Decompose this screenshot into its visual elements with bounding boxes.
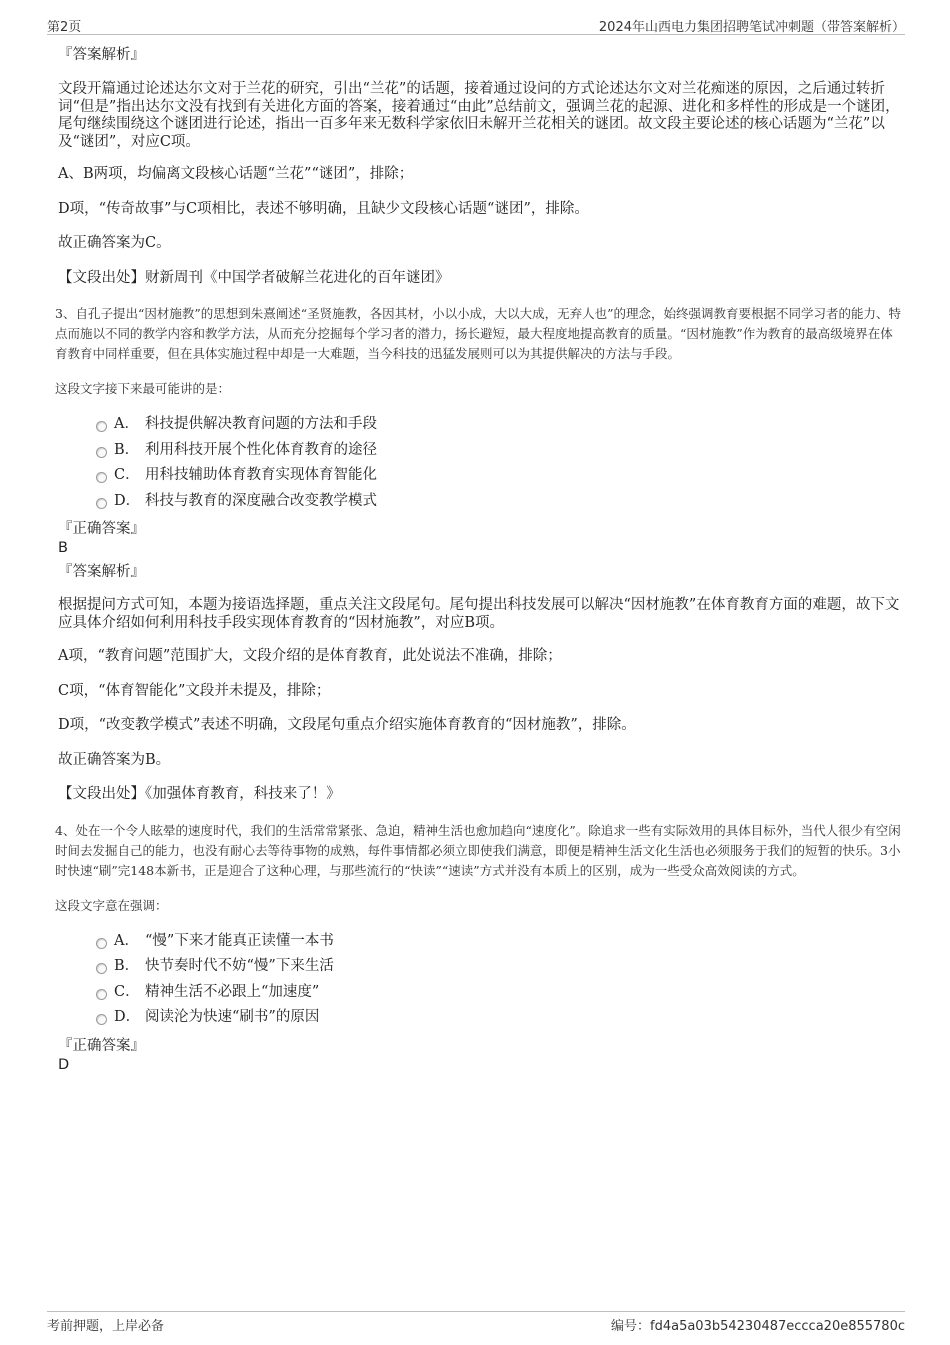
option-text: 精神生活不必跟上“加速度” [145, 983, 320, 1000]
option-text: 快节奏时代不妨“慢”下来生活 [145, 958, 334, 974]
q3-answer-value: B [58, 540, 68, 556]
q3-option-c[interactable] [96, 463, 905, 489]
option-letter: D． [114, 492, 141, 509]
option-letter: D． [114, 1009, 141, 1025]
page-header [47, 14, 905, 35]
q3-option-a[interactable] [96, 412, 905, 438]
option-text: “慢”下来才能真正读懂一本书 [145, 932, 334, 949]
option-text: 阅读沦为快速“刷书”的原因 [145, 1009, 320, 1025]
q3-note-d: D项，“改变教学模式”表述不明确，文段尾句重点介绍实施体育教育的“因材施教”，排除。 [58, 717, 636, 733]
option-letter: C． [114, 983, 140, 1000]
q4-question-text: 4、处在一个令人眩晕的速度时代，我们的生活常常紧张、急迫，精神生活也愈加趋向“速度化”。除追求一些有实际效用的具体目标外，当代人很少有空闲时间去发掘自己的能力，也没有耐心去等待事物的成熟，每件事情都必须立即使我们满意，即便是精神生活文化生活也必须服务于我们的短暂的快乐。3小时快速“刷”完148本新书，正是迎合了这种心理，与那些流行的“快读”“速读”方式并没有本质上的区别，成为一些受众高效阅读的方式。 [55, 822, 901, 878]
q4-answer-value: D [58, 1056, 70, 1073]
q2-analysis-text: 文段开篇通过论述达尔文对于兰花的研究，引出“兰花”的话题，接着通过设问的方式论述达尔文对兰花痴迷的原因，之后通过转折词“但是”指出达尔文没有找到有关进化方面的答案，接着通过“由此”总结前文，强调兰花的起源、进化和多样性的形成是一个谜团，尾句继续围绕这个谜团进行论述，指出一百多年来无数科学家依旧未解开兰花相关的谜团。故文段主要论述的核心话题为“兰花”以及“谜团”，对应C项。 [58, 81, 900, 150]
q3-conclusion: 故正确答案为B。 [58, 751, 171, 768]
q4-option-a[interactable] [96, 929, 905, 955]
option-text: 用科技辅助体育教育实现体育智能化 [145, 467, 377, 483]
q2-note-ab: A、B两项，均偏离文段核心话题“兰花”“谜团”，排除； [58, 166, 414, 182]
q3-note-a: A项，“教育问题”范围扩大，文段介绍的是体育教育，此处说法不准确，排除； [58, 648, 562, 664]
page-number: 第2页 [47, 20, 82, 35]
page-footer [47, 1311, 905, 1336]
document-title: 2024年山西电力集团招聘笔试冲刺题（带答案解析） [598, 20, 905, 35]
q4-options [96, 929, 905, 1031]
radio-icon[interactable] [96, 472, 107, 483]
q3-analysis-text: 根据提问方式可知，本题为接语选择题，重点关注文段尾句。尾句提出科技发展可以解决“因材施教”在体育教育方面的难题，故下文应具体介绍如何利用科技手段实现体育教育的“因材施教”，对应B项。 [58, 597, 900, 631]
q2-analysis-label: 『答案解析』 [58, 47, 145, 63]
radio-icon[interactable] [96, 421, 107, 432]
option-text: 科技与教育的深度融合改变教学模式 [145, 492, 377, 509]
q4-option-d[interactable] [96, 1005, 905, 1031]
option-text: 利用科技开展个性化体育教育的途径 [145, 441, 377, 458]
q3-source: 【文段出处】《加强体育教育，科技来了！》 [58, 786, 341, 802]
radio-icon[interactable] [96, 447, 107, 458]
q2-note-d: D项，“传奇故事”与C项相比，表述不够明确，且缺少文段核心话题“谜团”，排除。 [58, 200, 589, 217]
radio-icon[interactable] [96, 963, 107, 974]
q4-prompt: 这段文字意在强调： [55, 897, 168, 913]
option-letter: A． [114, 932, 139, 949]
q3-question-text: 3、自孔子提出“因材施教”的思想到朱熹阐述“圣贤施教，各因其材，小以小成，大以大成，无弃人也”的理念，始终强调教育要根据不同学习者的能力、特点而施以不同的教学内容和教学方法，从而充分挖掘每个学习者的潜力，扬长避短，最大程度地提高教育的质量。“因材施教”作为教育的最高级境界在体育教育中同样重要，但在具体实施过程中却是一大难题，当今科技的迅猛发展则可以为其提供解决的方法与手段。 [55, 306, 902, 361]
footer-slogan: 考前押题，上岸必备 [47, 1319, 165, 1334]
option-text: 科技提供解决教育问题的方法和手段 [145, 416, 377, 432]
q3-option-b[interactable] [96, 438, 905, 464]
q4-option-b[interactable] [96, 954, 905, 980]
q4-answer-label: 『正确答案』 [58, 1037, 145, 1054]
q3-answer-label: 『正确答案』 [58, 521, 145, 537]
q3-analysis-label: 『答案解析』 [58, 564, 145, 580]
radio-icon[interactable] [96, 1014, 107, 1025]
q2-conclusion: 故正确答案为C。 [58, 235, 171, 251]
q3-prompt: 这段文字接下来最可能讲的是： [55, 381, 231, 396]
q3-note-c: C项，“体育智能化”文段并未提及，排除； [58, 682, 331, 699]
option-letter: A． [114, 416, 139, 432]
document-code: 编号：fd4a5a03b54230487eccca20e855780c [611, 1319, 905, 1334]
option-letter: B． [114, 441, 140, 458]
q3-options [96, 412, 905, 514]
radio-icon[interactable] [96, 989, 107, 1000]
radio-icon[interactable] [96, 498, 107, 509]
option-letter: B． [114, 958, 140, 974]
option-letter: C． [114, 467, 140, 483]
q4-option-c[interactable] [96, 980, 905, 1006]
page-content [55, 44, 905, 1074]
radio-icon[interactable] [96, 938, 107, 949]
q2-source: 【文段出处】财新周刊《中国学者破解兰花进化的百年谜团》 [58, 269, 450, 286]
q3-option-d[interactable] [96, 489, 905, 515]
